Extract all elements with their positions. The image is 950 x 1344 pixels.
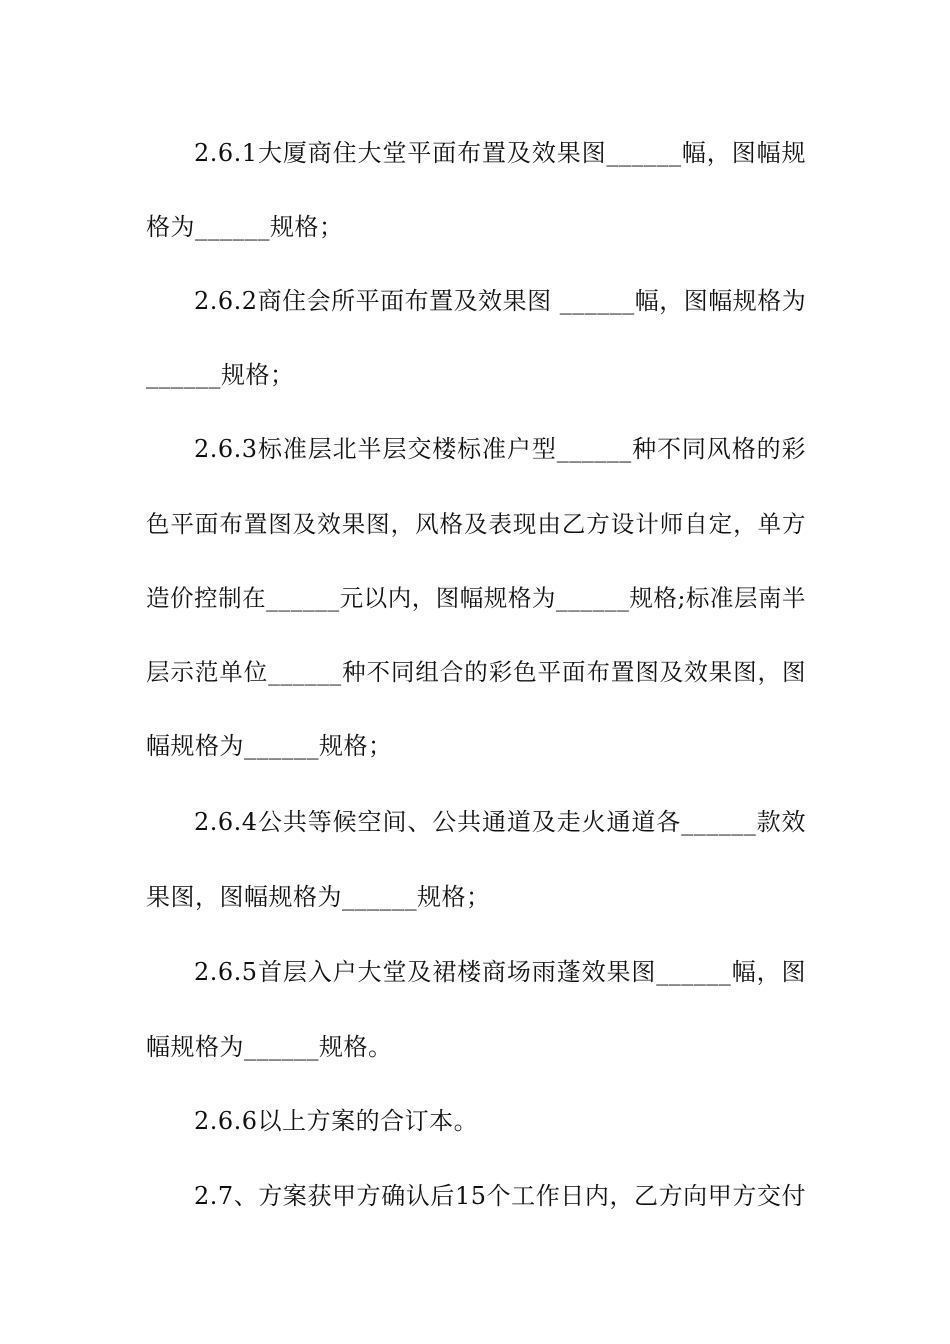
paragraph-2-6-5-line-2: 幅规格为______规格。	[146, 1033, 393, 1061]
paragraph-2-6-4-line-1: 2.6.4公共等候空间、公共通道及走火通道各______款效	[194, 808, 806, 836]
paragraph-2-6-4-line-2: 果图，图幅规格为______规格；	[146, 883, 491, 911]
paragraph-2-6-3-line-3: 造价控制在______元以内，图幅规格为______规格;标准层南半	[146, 584, 806, 612]
paragraph-2-6-3-line-4: 层示范单位______种不同组合的彩色平面布置图及效果图，图	[146, 658, 806, 686]
paragraph-2-6-3-line-1: 2.6.3标准层北半层交楼标准户型______种不同风格的彩	[194, 435, 806, 463]
paragraph-2-6-1-line-1: 2.6.1大厦商住大堂平面布置及效果图______幅，图幅规	[194, 139, 806, 167]
paragraph-2-6-3-line-2: 色平面布置图及效果图，风格及表现由乙方设计师自定，单方	[146, 510, 806, 538]
paragraph-2-7-line-1: 2.7、方案获甲方确认后15个工作日内，乙方向甲方交付	[194, 1182, 806, 1210]
paragraph-2-6-2-line-1: 2.6.2商住会所平面布置及效果图 ______幅，图幅规格为	[194, 287, 807, 315]
paragraph-2-6-5-line-1: 2.6.5首层入户大堂及裙楼商场雨蓬效果图______幅，图	[194, 958, 806, 986]
paragraph-2-6-1-line-2: 格为______规格；	[146, 213, 344, 241]
paragraph-2-6-6: 2.6.6以上方案的合订本。	[194, 1107, 479, 1135]
paragraph-2-6-3-line-5: 幅规格为______规格；	[146, 732, 393, 760]
paragraph-2-6-2-line-2: ______规格；	[146, 361, 295, 389]
